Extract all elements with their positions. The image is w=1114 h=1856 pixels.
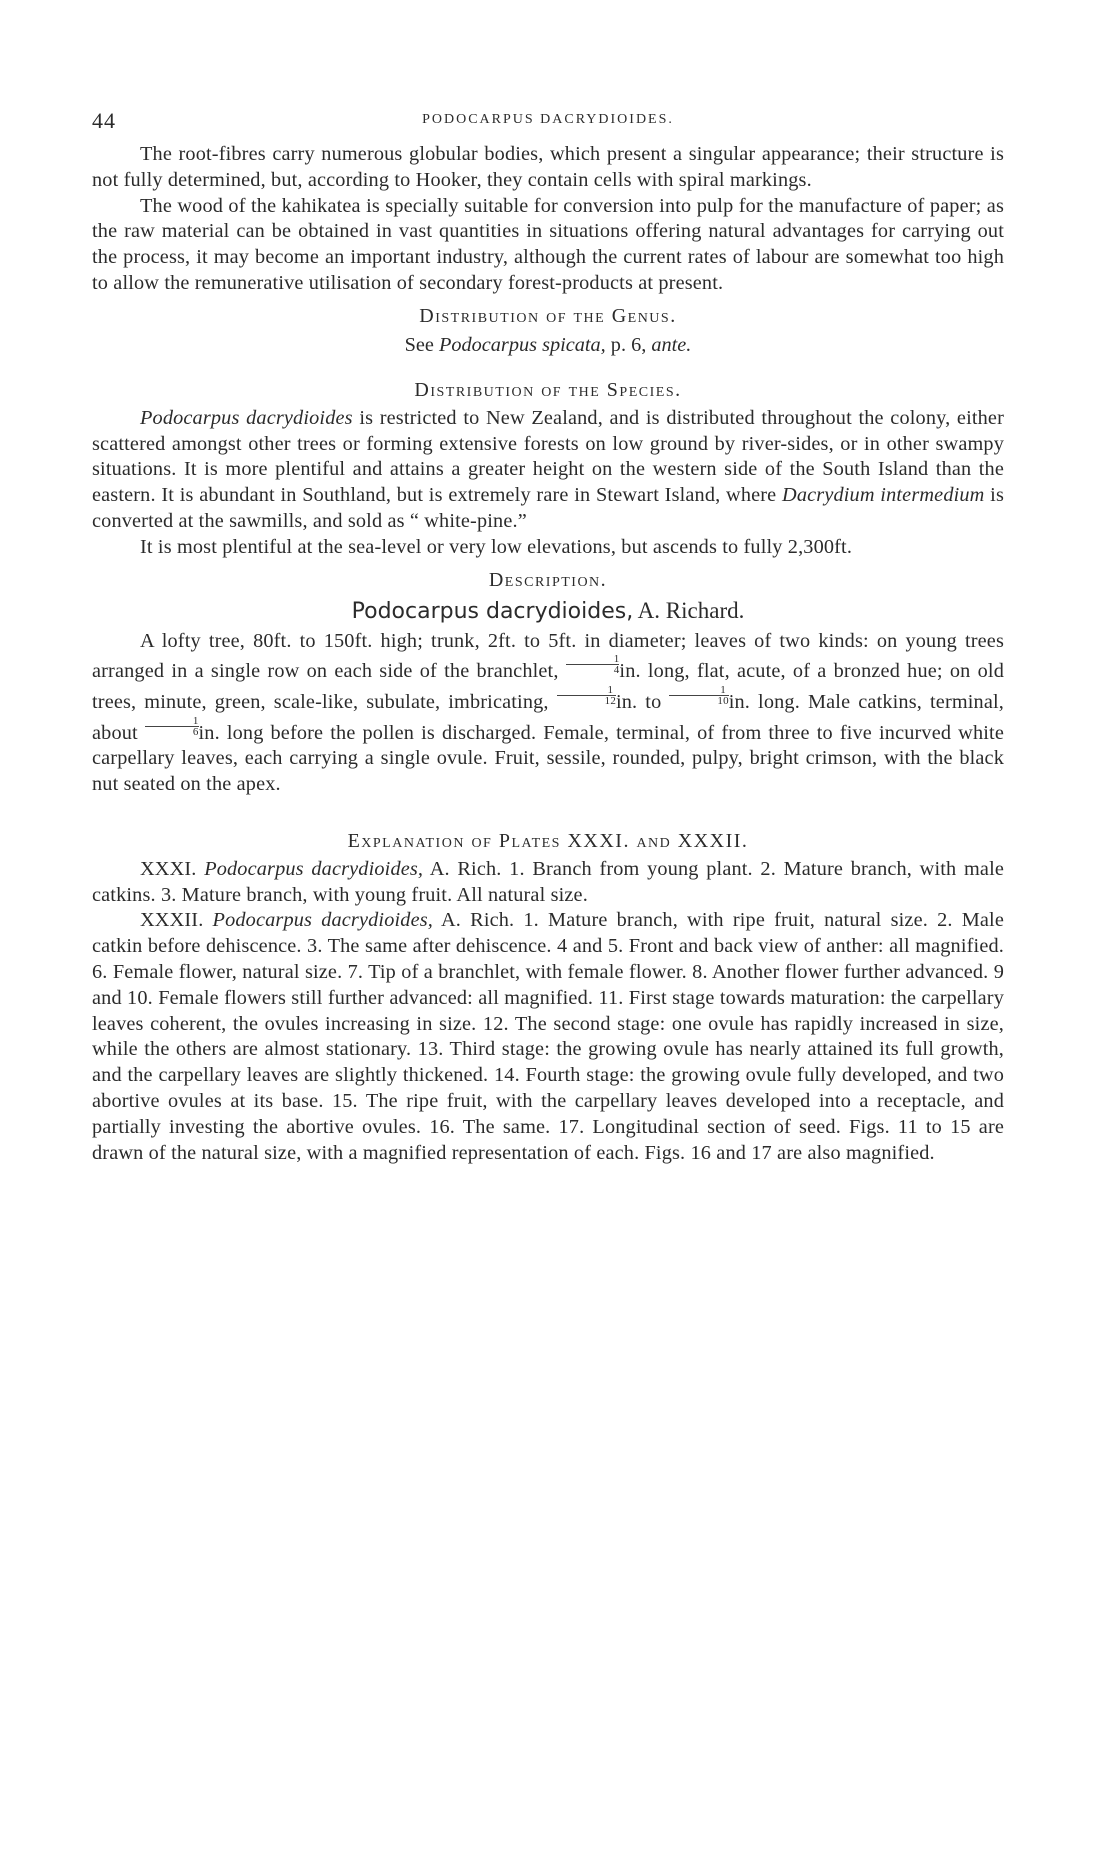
heading-plates: Explanation of Plates XXXI. and XXXII. — [347, 829, 749, 852]
species-title-name: Podocarpus dacrydioides, — [351, 598, 634, 624]
running-head — [92, 100, 1004, 136]
fraction-tenth — [669, 685, 728, 706]
description-text-c: in. to — [615, 690, 670, 713]
plate-xxxii-text: A. Rich. 1. Mature branch, with ripe fruit, natural size. 2. Male catkin before dehiscence. 3. The same after dehiscence. 4 and 5. Front and back view of anther: all magnified. 6. Female flower, natural size. 7. Tip of a branchlet, with female flower. 8. Another flower further advanced. 9 and 10. Female flowers still further advanced: all magnified. 11. First stage towards maturation: the carpellary leaves coherent, the ovules increasing in size. 12. The second stage: one ovule has rapidly increased in size, while the others are almost stationary. 13. Third stage: the growing ovule has nearly attained its full growth, and the carpellary leaves are slightly thickened. 14. Fourth stage: the growing ovule fully developed, and two abortive ovules at its base. 15. The ripe fruit, with the carpellary leaves developed into a receptacle, and partially investing the abortive ovules. 16. The same. 17. Longitudinal section of seed. Figs. 11 to 15 are drawn of the natural size, with a magnified representation of each. Figs. 16 and 17 are also magnified. — [92, 909, 1004, 1164]
species-title — [92, 596, 1004, 627]
running-title: PODOCARPUS DACRYDIOIDES. — [422, 112, 674, 127]
paragraph-description — [92, 629, 1004, 798]
paragraph-elevation: It is most plentiful at the sea-level or very low elevations, but ascends to fully 2,300ft. — [140, 535, 853, 558]
fraction-denominator: 10 — [717, 695, 729, 707]
see-reference — [92, 332, 1004, 359]
description-text-d: in. long. Male catkins, terminal, about — [92, 690, 1005, 744]
description-text-e: in. long before the pollen is discharged. Female, terminal, of from three to five incurved white carpellary leaves, each carrying a single ovule. Fruit, sessile, rounded, pulpy, bright crimson, with the black nut seated on the apex. — [92, 721, 1004, 796]
see-page: p. 6, — [605, 333, 652, 356]
paragraph-wood-pulp: The wood of the kahikatea is specially suitable for conversion into pulp for the manufacture of paper; as the raw material can be obtained in vast quantities in situations offering natural advantages for carrying out the process, it may become an important industry, although the current rates of labour are somewhat too high to allow the remunerative utilisation of secondary forest-products at present. — [92, 194, 1004, 294]
plate-xxxii-label: XXXII. — [140, 909, 213, 932]
paragraph-root-fibres: The root-fibres carry numerous globular bodies, which present a singular appearance; their structure is not fully determined, but, according to Hooker, they contain cells with spiral markings. — [92, 143, 1004, 191]
paragraph-plate-xxxi — [92, 857, 1004, 909]
plate-xxxi-species: Podocarpus dacrydioides, — [204, 857, 424, 880]
dacrydium-name-italic: Dacrydium intermedium — [782, 484, 985, 507]
species-text-b: is converted at the sawmills, and sold as “ white-pine.” — [92, 484, 1004, 532]
fraction-numerator: 1 — [669, 685, 728, 696]
see-ante: ante. — [651, 333, 692, 356]
fraction-numerator: 1 — [557, 685, 616, 696]
heading-distribution-species: Distribution of the Species. — [414, 378, 682, 401]
body-text — [92, 142, 1004, 1166]
plate-xxxi-label: XXXI. — [140, 857, 205, 880]
fraction-denominator: 12 — [604, 695, 616, 707]
heading-distribution-genus: Distribution of the Genus. — [419, 304, 677, 327]
fraction-numerator: 1 — [145, 716, 199, 727]
species-text-a: is restricted to New Zealand, and is distributed throughout the colony, either scattered amongst other trees or forming extensive forests on low ground by river-sides, or in other swampy situations. It is more plentiful and attains a greater height on the western side of the South Island than the eastern. It is abundant in Southland, but is extremely rare in Stewart Island, where — [92, 406, 1004, 507]
fraction-denominator: 6 — [192, 725, 199, 738]
fraction-sixth — [145, 716, 199, 737]
fraction-denominator: 4 — [613, 664, 620, 677]
description-text-b: in. long, flat, acute, of a bronzed hue; on old trees, minute, green, scale-like, subulate, imbricating, — [92, 660, 1004, 713]
book-page — [92, 100, 1004, 1166]
plate-xxxii-species: Podocarpus dacrydioides, — [212, 909, 433, 932]
plate-xxxi-text: A. Rich. 1. Branch from young plant. 2. Mature branch, with male catkins. 3. Mature branch, with young fruit. All natural size. — [92, 857, 1005, 906]
species-name-italic: Podocarpus dacrydioides — [140, 406, 353, 429]
see-species-name: Podocarpus spicata, — [438, 333, 606, 356]
paragraph-species-distribution — [92, 406, 1004, 535]
see-prefix: See — [404, 333, 439, 356]
fraction-twelfth — [557, 685, 616, 706]
paragraph-plate-xxxii — [92, 908, 1004, 1166]
fraction-numerator: 1 — [566, 654, 620, 665]
page-number: 44 — [92, 108, 116, 133]
species-title-authority: A. Richard. — [633, 597, 745, 623]
description-text-a: A lofty tree, 80ft. to 150ft. high; trunk, 2ft. to 5ft. in diameter; leaves of two kinds: on young trees arranged in a single row on each side of the branchlet, — [92, 629, 1004, 683]
fraction-quarter — [566, 654, 620, 675]
heading-description: Description. — [488, 568, 608, 591]
